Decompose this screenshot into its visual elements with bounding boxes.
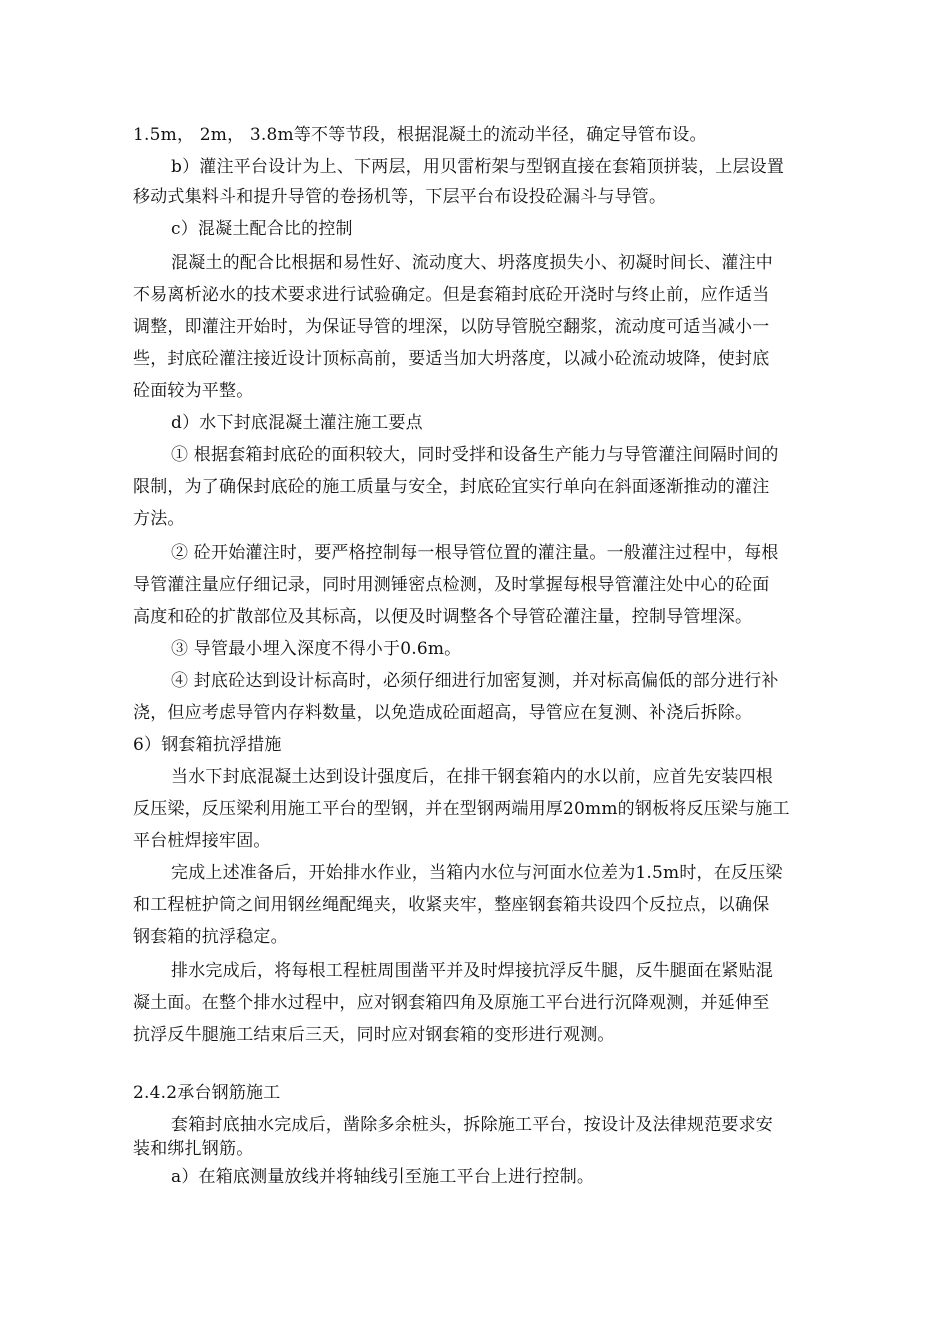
text-line: 导管灌注量应仔细记录，同时用测锤密点检测，及时掌握每根导管灌注处中心的砼面 (133, 575, 770, 595)
text-line: 混凝土的配合比根据和易性好、流动度大、坍落度损失小、初凝时间长、灌注中 (171, 253, 773, 273)
text-line: 限制，为了确保封底砼的施工质量与安全，封底砼宜实行单向在斜面逐渐推动的灌注 (133, 477, 770, 497)
text-line: 抗浮反牛腿施工结束后三天，同时应对钢套箱的变形进行观测。 (133, 1025, 615, 1045)
text-line: 完成上述准备后，开始排水作业，当箱内水位与河面水位差为1.5m时，在反压梁 (171, 863, 783, 883)
text-line: a）在箱底测量放线并将轴线引至施工平台上进行控制。 (171, 1167, 595, 1187)
text-line: 浇，但应考虑导管内存料数量，以免造成砼面超高，导管应在复测、补浇后拆除。 (133, 703, 753, 723)
text-line: 当水下封底混凝土达到设计强度后，在排干钢套箱内的水以前，应首先安装四根 (171, 767, 773, 787)
text-line: 凝土面。在整个排水过程中，应对钢套箱四角及原施工平台进行沉降观测，并延伸至 (133, 993, 770, 1013)
text-line: d）水下封底混凝土灌注施工要点 (171, 413, 423, 433)
text-line: 些，封底砼灌注接近设计顶标高前，要适当加大坍落度，以减小砼流动坡降，使封底 (133, 349, 770, 369)
text-line: 和工程桩护筒之间用钢丝绳配绳夹，收紧夹牢，整座钢套箱共设四个反拉点，以确保 (133, 895, 770, 915)
text-line: 钢套箱的抗浮稳定。 (133, 927, 288, 947)
section-heading: 6）钢套箱抗浮措施 (133, 735, 282, 755)
text-line: c）混凝土配合比的控制 (171, 219, 353, 239)
text-line: 套箱封底抽水完成后，凿除多余桩头，拆除施工平台，按设计及法律规范要求安 (171, 1115, 773, 1135)
text-line: b）灌注平台设计为上、下两层，用贝雷桁架与型钢直接在套箱顶拼装，上层设置 (171, 157, 785, 177)
text-line: ③ 导管最小埋入深度不得小于0.6m。 (171, 639, 462, 659)
text-line: 砼面较为平整。 (133, 381, 254, 401)
text-line: 反压梁，反压梁利用施工平台的型钢，并在型钢两端用厚20mm的钢板将反压梁与施工 (133, 799, 790, 819)
text-line: 移动式集料斗和提升导管的卷扬机等，下层平台布设投砼漏斗与导管。 (133, 187, 667, 207)
text-line: 方法。 (133, 509, 185, 529)
text-line: ④ 封底砼达到设计标高时，必须仔细进行加密复测，并对标高偏低的部分进行补 (171, 671, 779, 691)
section-heading: 2.4.2承台钢筋施工 (133, 1083, 281, 1103)
text-line: ② 砼开始灌注时，要严格控制每一根导管位置的灌注量。一般灌注过程中，每根 (171, 543, 779, 563)
text-line: 1.5m， 2m， 3.8m等不等节段，根据混凝土的流动半径，确定导管布设。 (133, 125, 707, 145)
text-line: 排水完成后，将每根工程桩周围凿平并及时焊接抗浮反牛腿，反牛腿面在紧贴混 (171, 961, 773, 981)
text-line: 不易离析泌水的技术要求进行试验确定。但是套箱封底砼开浇时与终止前，应作适当 (133, 285, 770, 305)
text-line: 调整，即灌注开始时，为保证导管的埋深，以防导管脱空翻浆，流动度可适当减小一 (133, 317, 770, 337)
text-line: 高度和砼的扩散部位及其标高，以便及时调整各个导管砼灌注量，控制导管埋深。 (133, 607, 753, 627)
text-line: 平台桩焊接牢固。 (133, 831, 271, 851)
text-line: ① 根据套箱封底砼的面积较大，同时受拌和设备生产能力与导管灌注间隔时间的 (171, 445, 779, 465)
text-line: 装和绑扎钢筋。 (133, 1139, 254, 1159)
